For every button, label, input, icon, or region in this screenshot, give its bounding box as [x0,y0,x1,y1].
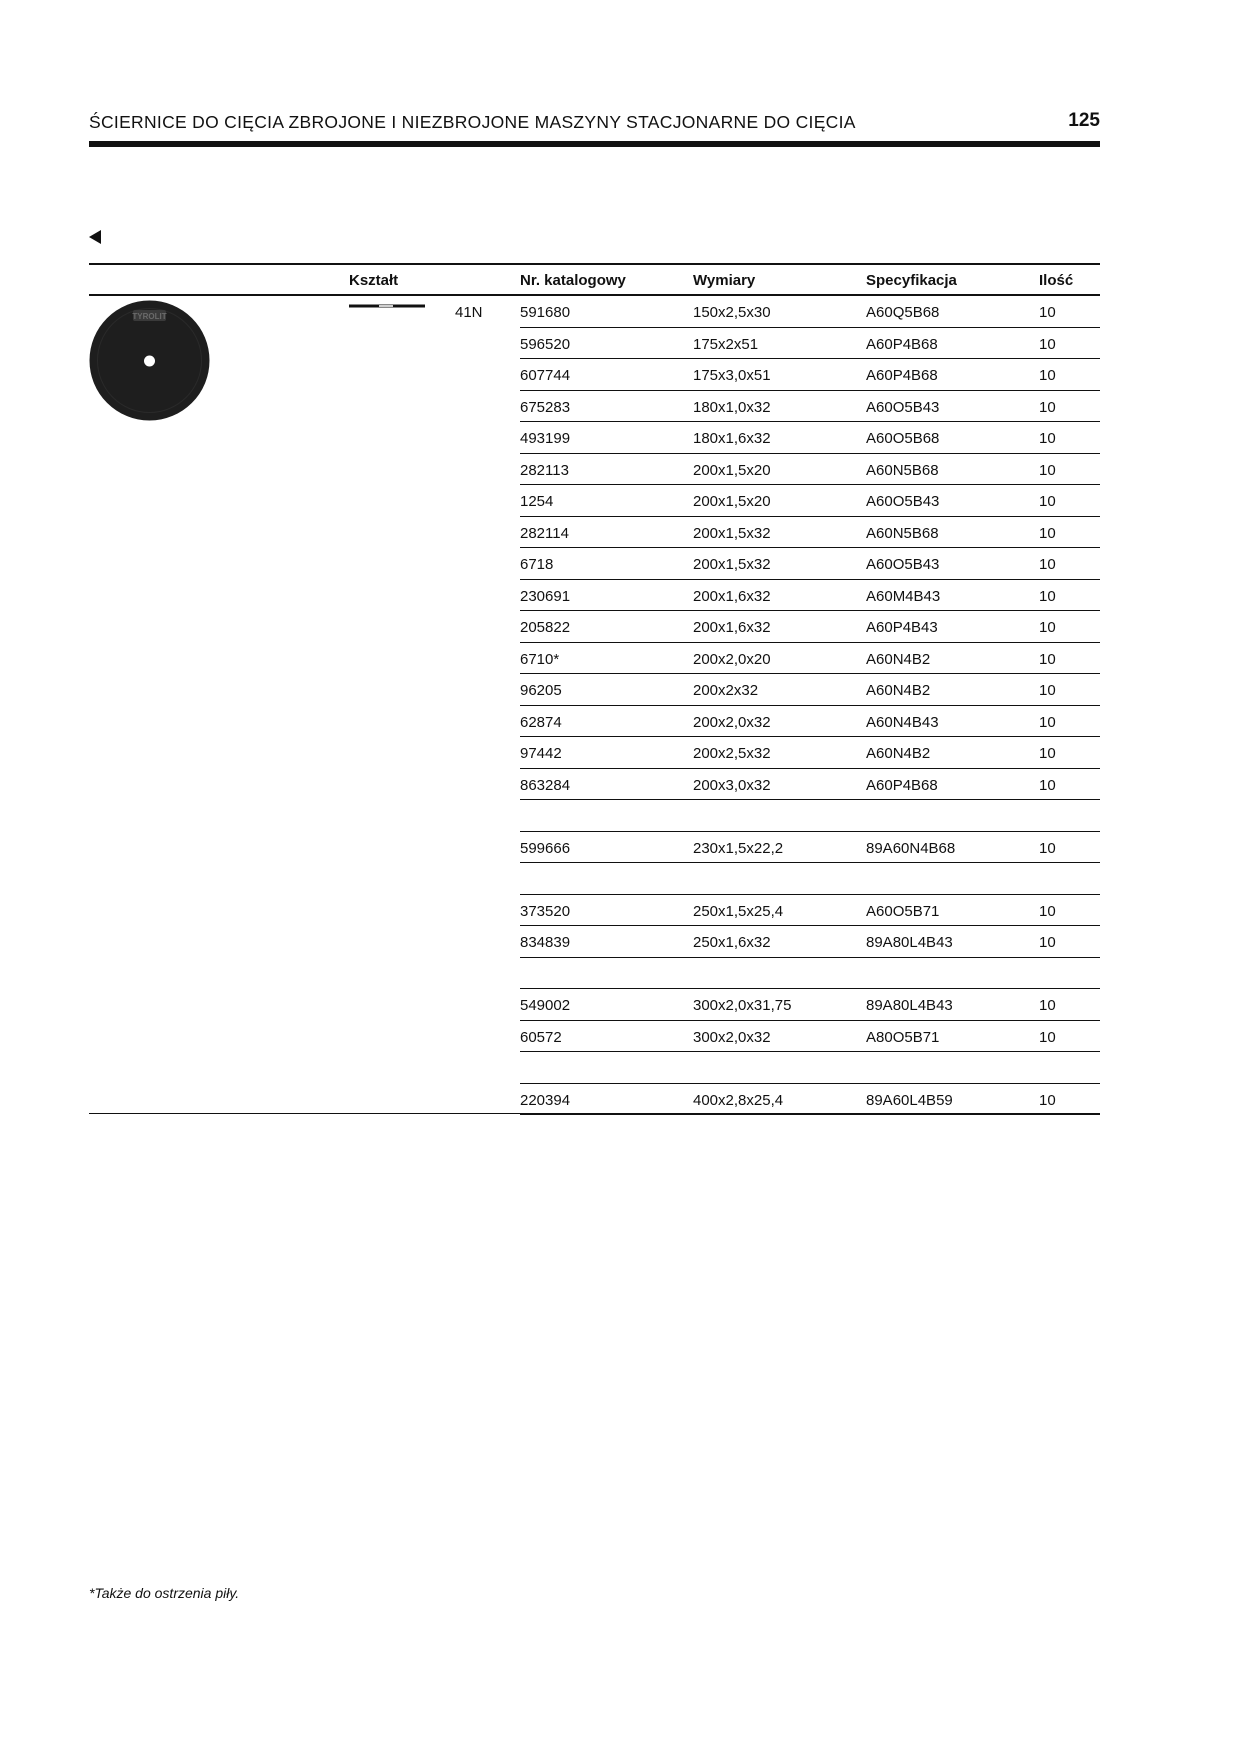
specification-cell: A60M4B43 [866,587,941,605]
dimensions-cell: 175x3,0x51 [693,367,771,384]
column-header-catalog: Nr. katalogowy [520,272,626,289]
catalog-number-cell: 1254 [520,493,554,510]
specification-cell: A60O5B43 [866,556,940,573]
dimensions-cell: 400x2,8x25,4 [693,1091,784,1109]
table-row [520,611,1100,643]
specification-cell: A60N5B68 [866,524,939,542]
table-row [520,580,1100,612]
quantity-cell: 10 [1039,997,1056,1014]
specification-cell: A60P4B68 [866,776,938,794]
shape-code-label: 41N [455,304,483,321]
back-arrow-icon[interactable] [89,230,101,244]
catalog-number-cell: 96205 [520,682,562,699]
catalog-number-cell: 282113 [520,461,569,479]
table-row [520,454,1100,486]
table-row [520,359,1100,391]
dimensions-cell: 230x1,5x22,2 [693,839,784,857]
cutting-disc-image [89,300,210,421]
catalog-number-cell: 6718 [520,556,554,573]
dimensions-cell: 150x2,5x30 [693,304,771,321]
dimensions-cell: 180x1,6x32 [693,430,771,447]
page-number: 125 [1068,110,1100,131]
table-row [520,517,1100,549]
dimensions-cell: 300x2,0x32 [693,1028,771,1046]
table-row [520,674,1100,706]
quantity-cell: 10 [1039,839,1056,857]
table-row [520,832,1100,864]
catalog-number-cell: 607744 [520,367,571,384]
page-header-title: ŚCIERNICE DO CIĘCIA ZBROJONE I NIEZBROJONE MASZYNY STACJONARNE DO CIĘCIA [89,112,856,132]
table-row [520,737,1100,769]
quantity-cell: 10 [1039,524,1056,542]
specification-cell: A60O5B43 [866,493,940,510]
dimensions-cell: 200x1,6x32 [693,587,771,605]
table-top-rule [89,263,1100,265]
quantity-cell: 10 [1039,335,1056,353]
dimensions-cell: 250x1,6x32 [693,934,771,951]
catalog-number-cell: 282114 [520,524,569,542]
dimensions-cell: 200x2x32 [693,682,759,699]
specification-cell: A60N4B2 [866,682,931,699]
quantity-cell: 10 [1039,776,1056,794]
catalog-number-cell: 62874 [520,713,562,731]
specification-cell: A80O5B71 [866,1028,940,1046]
shape-41n-icon [349,303,425,309]
table-row [520,863,1100,895]
catalog-number-cell: 863284 [520,776,571,794]
table-row [520,1052,1100,1084]
catalog-number-cell: 591680 [520,304,571,321]
specification-cell: A60P4B68 [866,335,938,353]
column-header-qty: Ilość [1039,272,1074,289]
specification-cell: A60N4B2 [866,650,931,668]
dimensions-cell: 200x2,5x32 [693,745,771,762]
specification-cell: A60N5B68 [866,461,939,479]
table-row [520,989,1100,1021]
dimensions-cell: 200x1,6x32 [693,619,771,636]
catalog-number-cell: 60572 [520,1028,562,1046]
quantity-cell: 10 [1039,304,1056,321]
quantity-cell: 10 [1039,745,1056,762]
catalog-number-cell: 373520 [520,902,571,920]
catalog-number-cell: 599666 [520,839,571,857]
dimensions-cell: 250x1,5x25,4 [693,902,784,920]
dimensions-cell: 180x1,0x32 [693,398,771,416]
dimensions-cell: 200x2,0x20 [693,650,771,668]
table-row [520,800,1100,832]
footnote: *Także do ostrzenia piły. [89,1585,240,1601]
table-row [520,895,1100,927]
catalog-number-cell: 220394 [520,1091,571,1109]
specification-cell: A60P4B43 [866,619,938,636]
table-row [520,926,1100,958]
specification-cell: A60N4B43 [866,713,939,731]
specification-cell: A60O5B71 [866,902,940,920]
catalog-number-cell: 205822 [520,619,571,636]
catalog-number-cell: 549002 [520,997,571,1014]
catalog-number-cell: 230691 [520,587,571,605]
dimensions-cell: 200x2,0x32 [693,713,771,731]
quantity-cell: 10 [1039,650,1056,668]
product-table-rows [520,296,1100,1115]
specification-cell: A60Q5B68 [866,304,940,321]
table-row [520,958,1100,990]
specification-cell: 89A60L4B59 [866,1091,953,1109]
table-row [520,391,1100,423]
catalog-number-cell: 596520 [520,335,571,353]
quantity-cell: 10 [1039,493,1056,510]
quantity-cell: 10 [1039,619,1056,636]
quantity-cell: 10 [1039,902,1056,920]
dimensions-cell: 200x3,0x32 [693,776,771,794]
quantity-cell: 10 [1039,713,1056,731]
specification-cell: 89A80L4B43 [866,934,953,951]
quantity-cell: 10 [1039,587,1056,605]
catalog-number-cell: 97442 [520,745,562,762]
column-header-dimensions: Wymiary [693,272,756,289]
table-row [520,643,1100,675]
specification-cell: A60P4B68 [866,367,938,384]
catalog-number-cell: 834839 [520,934,571,951]
quantity-cell: 10 [1039,556,1056,573]
specification-cell: A60O5B43 [866,398,940,416]
table-row [520,328,1100,360]
dimensions-cell: 200x1,5x32 [693,524,771,542]
catalog-number-cell: 6710* [520,650,560,668]
quantity-cell: 10 [1039,682,1056,699]
dimensions-cell: 200x1,5x32 [693,556,771,573]
catalog-number-cell: 493199 [520,430,571,447]
disc-logo-text: TYROLIT [132,312,167,321]
table-row [520,1021,1100,1053]
quantity-cell: 10 [1039,1028,1056,1046]
table-row [520,706,1100,738]
dimensions-cell: 175x2x51 [693,335,759,353]
specification-cell: A60O5B68 [866,430,940,447]
specification-cell: 89A80L4B43 [866,997,953,1014]
dimensions-cell: 200x1,5x20 [693,493,771,510]
quantity-cell: 10 [1039,430,1056,447]
quantity-cell: 10 [1039,934,1056,951]
quantity-cell: 10 [1039,1091,1056,1109]
header-rule [89,141,1100,147]
table-row [520,769,1100,801]
table-row [520,422,1100,454]
table-row [520,296,1100,328]
quantity-cell: 10 [1039,461,1056,479]
quantity-cell: 10 [1039,367,1056,384]
quantity-cell: 10 [1039,398,1056,416]
dimensions-cell: 300x2,0x31,75 [693,997,792,1014]
table-row [520,485,1100,517]
catalog-number-cell: 675283 [520,398,571,416]
specification-cell: 89A60N4B68 [866,839,956,857]
specification-cell: A60N4B2 [866,745,931,762]
column-header-shape: Kształt [349,272,399,289]
dimensions-cell: 200x1,5x20 [693,461,771,479]
table-row [520,1084,1100,1116]
table-row [520,548,1100,580]
table-bottom-rule [89,1113,1100,1114]
column-header-spec: Specyfikacja [866,272,957,289]
